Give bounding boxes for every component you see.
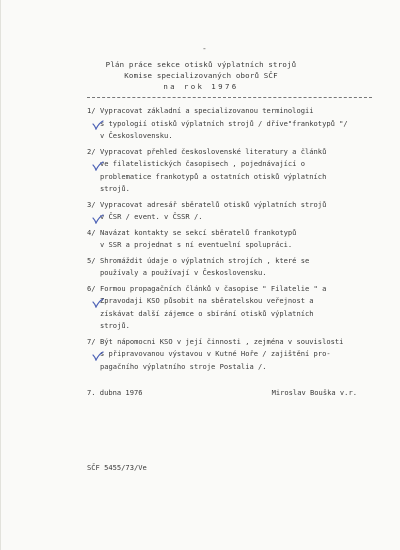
task-text: Formou propagačních článků v časopise " Filatelie " a Zpravodaji KSO působit na sběratelskou veřejnost a získávat další zájemce o sbírání otisků výplatních strojů.: [100, 283, 327, 330]
task-number: 7/: [87, 336, 96, 346]
task-number: 2/: [87, 146, 96, 156]
check-mark-icon: [92, 115, 104, 125]
task-text: Vypracovat přehled československé literatury a článků ve filatelistických časopisech , pojednávající o problematice frankotypů a ostatních otisků výplatních strojů.: [100, 146, 327, 193]
task-number: 5/: [87, 255, 96, 265]
document-subtitle: Komise specializovaných oborů SČF: [124, 71, 278, 80]
task-item: [87, 336, 387, 374]
task-list: [87, 105, 387, 376]
header-mark: -: [202, 44, 207, 53]
signature: Miroslav Bouška v.r.: [271, 388, 357, 397]
header-divider: [87, 97, 372, 98]
document-title: Plán práce sekce otisků výplatních strojů: [105, 60, 297, 69]
task-number: 6/: [87, 283, 96, 293]
task-text: Navázat kontakty se sekcí sběratelů frankotypů v SSR a projednat s ní eventuelní spolupráci.: [100, 227, 297, 249]
task-text: Být nápomocni KSO v její činnosti , zejména v souvislosti s připravovanou výstavou v Kutné Hoře / zajištění pro- pagačního výplatního stroje Postalia /.: [100, 336, 344, 371]
task-item: [87, 199, 387, 224]
task-text: Vypracovat základní a specializovanou terminologii s typologií otisků výplatních strojů / dříve"frankotypů "/ v Československu.: [100, 106, 348, 140]
task-text: Shromáždit údaje o výplatních strojích , které se používaly a používají v Československu.: [100, 255, 310, 277]
task-text: Vypracovat adresář sběratelů otisků výplatních strojů v ČSR / event. v ČSSR /.: [100, 199, 327, 221]
task-item: [87, 146, 387, 196]
task-item: [87, 283, 387, 333]
document-year: na rok 1976: [163, 82, 239, 91]
task-item: [87, 227, 387, 252]
task-number: 1/: [87, 106, 96, 115]
check-mark-icon: [92, 346, 104, 356]
task-item: [87, 105, 387, 143]
task-item: [87, 255, 387, 280]
check-mark-icon: [92, 293, 104, 303]
reference-number: SČF 5455/73/Ve: [87, 463, 147, 472]
check-mark-icon: [92, 156, 104, 166]
document-date: 7. dubna 1976: [87, 388, 143, 397]
task-number: 3/: [87, 199, 96, 209]
check-mark-icon: [92, 209, 104, 219]
task-number: 4/: [87, 227, 96, 237]
signature-row: [87, 388, 357, 397]
